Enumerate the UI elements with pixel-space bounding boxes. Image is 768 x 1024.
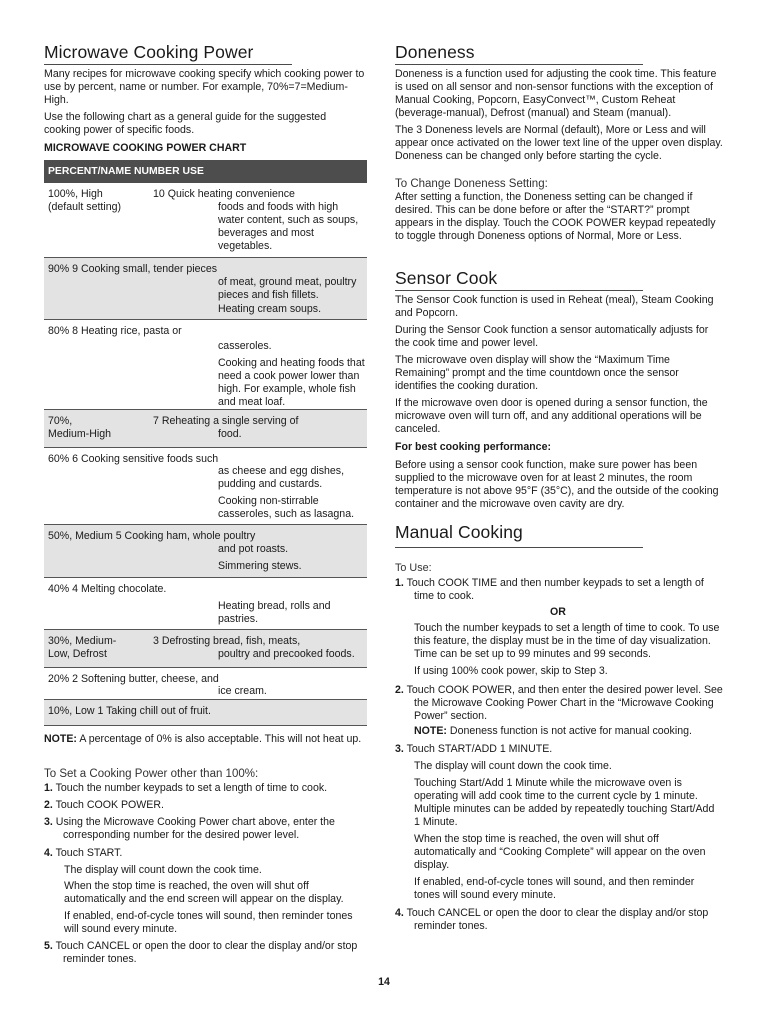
row-text: 60% 6 Cooking sensitive foods such xyxy=(48,453,219,465)
set-power-step-1: 1. Touch the number keypads to set a length of time to cook. xyxy=(44,782,328,794)
section-rule xyxy=(44,64,292,65)
section-rule xyxy=(395,290,643,291)
step-4-note: The display will count down the cook time. xyxy=(64,864,262,876)
change-doneness-heading: To Change Doneness Setting: xyxy=(395,178,548,190)
row-use-continued: ice cream. xyxy=(218,685,267,697)
step-4-note: If enabled, end-of-cycle tones will sound, then reminder tones will sound every minute. xyxy=(64,910,353,935)
best-performance-heading: For best cooking performance: xyxy=(395,441,551,453)
sensor-paragraph: If the microwave oven door is opened during a sensor function, the microwave oven will turn off, and any additional operations will be canceled. xyxy=(395,397,708,435)
table-row xyxy=(44,700,367,726)
manual-note: NOTE: Doneness function is not active for manual cooking. xyxy=(414,725,692,737)
row-use-extra: Cooking non-stirrable casseroles, such as lasagna. xyxy=(218,495,355,520)
row-percent: 30%, Medium- Low, Defrost xyxy=(48,635,117,660)
best-performance-paragraph: Before using a sensor cook function, make sure power has been supplied to the microwave oven for at least 2 minutes, the room temperature is not above 95°F (35°C), and the outside of the cooking container and the microwave oven cavity are dry. xyxy=(395,459,719,510)
manual-step-1-alt: Touch the number keypads to set a length of time to cook. To use this feature, the display must be in the time of day visualization. Time can be set up to 99 minutes and 99 seconds. xyxy=(414,622,720,660)
row-number-use: 10 Quick heating convenience xyxy=(153,188,295,200)
section-rule xyxy=(395,547,643,548)
row-use-extra: Simmering stews. xyxy=(218,560,302,572)
or-separator: OR xyxy=(550,606,566,618)
sensor-paragraph: The Sensor Cook function is used in Reheat (meal), Steam Cooking and Popcorn. xyxy=(395,294,714,319)
set-power-step-3: 3. Using the Microwave Cooking Power chart above, enter the corresponding number for the desired power level. xyxy=(44,816,335,841)
to-use-heading: To Use: xyxy=(395,562,432,574)
manual-step-2: 2. Touch COOK POWER, and then enter the desired power level. See the Microwave Cooking Power Chart in the “Microwave Cooking Power” section. xyxy=(395,684,723,722)
manual-step-1-skip: If using 100% cook power, skip to Step 3. xyxy=(414,665,608,677)
manual-step-3: 3. Touch START/ADD 1 MINUTE. xyxy=(395,743,553,755)
set-power-step-4: 4. Touch START. xyxy=(44,847,123,859)
intro-paragraph: Many recipes for microwave cooking specify which cooking power to use by percent, name or number. For example, 70%=7=Medium-High. xyxy=(44,68,365,106)
row-percent: 70%, Medium-High xyxy=(48,415,111,440)
row-number-use: 7 Reheating a single serving of xyxy=(153,415,299,427)
row-use-extra: Heating cream soups. xyxy=(218,303,322,315)
row-use-continued: foods and foods with high water content, such as soups, beverages and most vegetables. xyxy=(218,201,359,252)
step-4-note: When the stop time is reached, the oven will shut off automatically and the end screen will appear on the display. xyxy=(64,880,344,905)
row-text: 10%, Low 1 Taking chill out of fruit. xyxy=(48,705,211,717)
table-row xyxy=(44,630,367,668)
table-row xyxy=(44,410,367,448)
table-row xyxy=(44,525,367,578)
table-row xyxy=(44,258,367,320)
table-row xyxy=(44,183,367,258)
section-rule xyxy=(395,64,643,65)
manual-step-1: 1. Touch COOK TIME and then number keypads to set a length of time to cook. xyxy=(395,577,704,602)
row-use-extra: Cooking and heating foods that need a cook power lower than high. For example, whole fish and meat loaf. xyxy=(218,357,365,408)
row-text: 40% 4 Melting chocolate. xyxy=(48,583,167,595)
sensor-paragraph: The microwave oven display will show the “Maximum Time Remaining” prompt and the time countdown once the sensor identifies the cooking duration. xyxy=(395,354,679,392)
row-text: 50%, Medium 5 Cooking ham, whole poultry xyxy=(48,530,256,542)
section-title-manual-cooking: Manual Cooking xyxy=(395,522,523,542)
table-row xyxy=(44,448,367,525)
set-power-step-5: 5. Touch CANCEL or open the door to clear the display and/or stop reminder tones. xyxy=(44,940,358,965)
set-power-step-2: 2. Touch COOK POWER. xyxy=(44,799,164,811)
section-title-sensor-cook: Sensor Cook xyxy=(395,268,498,288)
row-use-continued: casseroles. xyxy=(218,340,272,352)
chart-title: MICROWAVE COOKING POWER CHART xyxy=(44,142,247,154)
manual-step-3-note: The display will count down the cook time. xyxy=(414,760,612,772)
row-text: 90% 9 Cooking small, tender pieces xyxy=(48,263,218,275)
change-doneness-paragraph: After setting a function, the Doneness setting can be changed if desired. This can be done before or after the “START?” prompt appears in the display. Touch the COOK POWER keypad repeatedly to toggle through Doneness options of Normal, More or Less. xyxy=(395,191,716,242)
row-use-continued: Heating bread, rolls and pastries. xyxy=(218,600,331,625)
row-use-continued: food. xyxy=(218,428,242,440)
manual-step-3-note: If enabled, end-of-cycle tones will sound, and then reminder tones will sound every minute. xyxy=(414,876,695,901)
sensor-paragraph: During the Sensor Cook function a sensor automatically adjusts for the cook time and power level. xyxy=(395,324,709,349)
set-power-heading: To Set a Cooking Power other than 100%: xyxy=(44,768,259,780)
chart-guide-paragraph: Use the following chart as a general guide for the suggested cooking power of specific foods. xyxy=(44,111,327,136)
table-header: PERCENT/NAME NUMBER USE xyxy=(44,160,367,183)
row-text: 80% 8 Heating rice, pasta or xyxy=(48,325,182,337)
section-title-doneness: Doneness xyxy=(395,42,475,62)
doneness-paragraph: Doneness is a function used for adjusting the cook time. This feature is used on all sensor and non-sensor functions with the exception of Manual Cooking, Popcorn, EasyConvect™, Custom Reheat (beverage-manual), Defrost (manual) and Steam (manual). xyxy=(395,68,717,119)
row-use-continued: of meat, ground meat, poultry pieces and fish fillets. xyxy=(218,276,357,301)
table-row xyxy=(44,578,367,630)
manual-step-3-note: When the stop time is reached, the oven will shut off automatically and “Cooking Complete” will appear on the oven display. xyxy=(414,833,706,871)
row-use-continued: as cheese and egg dishes, pudding and custards. xyxy=(218,465,345,490)
row-use-continued: poultry and precooked foods. xyxy=(218,648,355,660)
doneness-paragraph: The 3 Doneness levels are Normal (default), More or Less and will appear once activated on the lower text line of the upper oven display. Doneness can be changed only before starting the cycle. xyxy=(395,124,723,162)
zero-percent-note: NOTE: A percentage of 0% is also acceptable. This will not heat up. xyxy=(44,733,362,745)
table-row xyxy=(44,668,367,700)
row-number-use: 3 Defrosting bread, fish, meats, xyxy=(153,635,301,647)
table-row xyxy=(44,320,367,410)
manual-step-4: 4. Touch CANCEL or open the door to clear the display and/or stop reminder tones. xyxy=(395,907,709,932)
row-text: 20% 2 Softening butter, cheese, and xyxy=(48,673,219,685)
section-title-cooking-power: Microwave Cooking Power xyxy=(44,42,254,62)
row-use-continued: and pot roasts. xyxy=(218,543,289,555)
row-percent: 100%, High (default setting) xyxy=(48,188,122,213)
page-number: 14 xyxy=(378,976,390,988)
manual-step-3-note: Touching Start/Add 1 Minute while the microwave oven is operating will add cook time to the current cycle by 1 minute. Multiple minutes can be added by repeatedly touching Start/Add 1 Minute. xyxy=(414,777,715,828)
